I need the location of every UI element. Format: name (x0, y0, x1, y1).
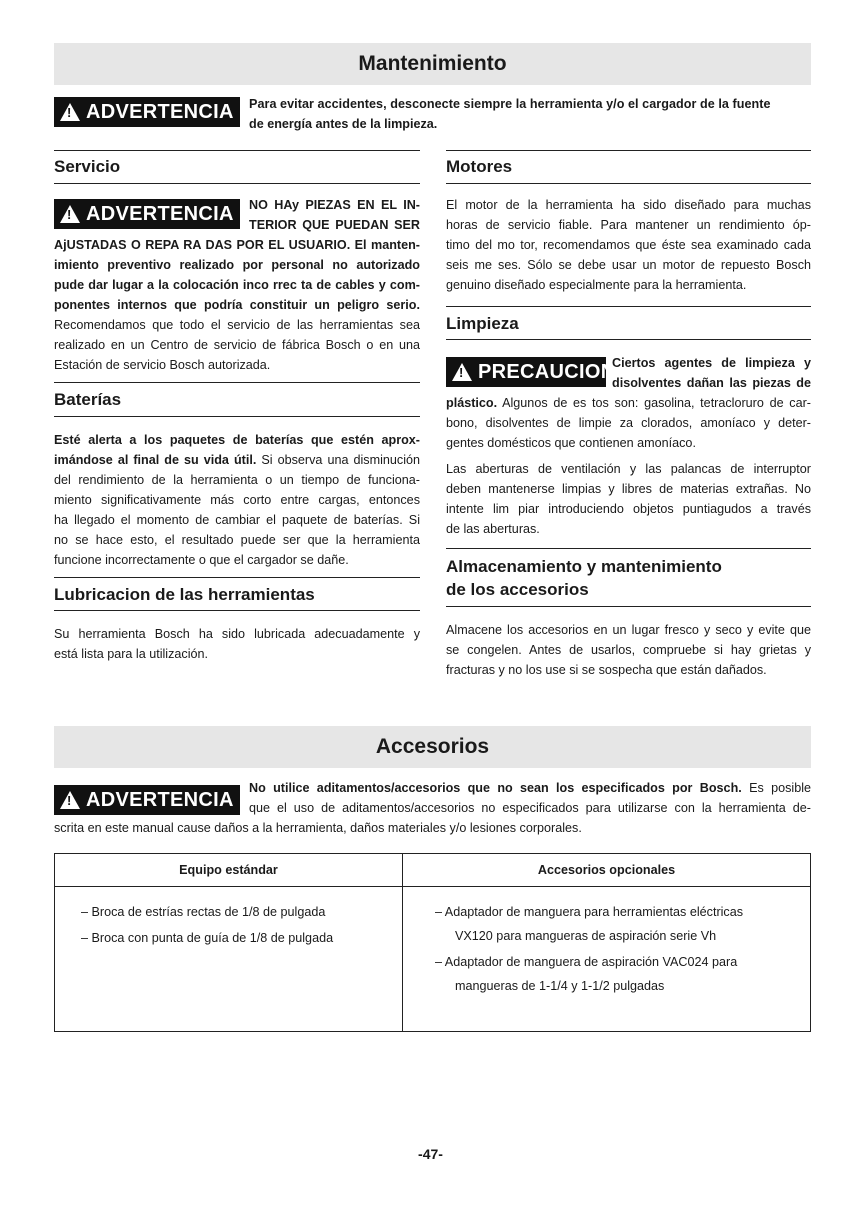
servicio-body-last: Estación de servicio Bosch autorizada. (54, 358, 271, 372)
heading-motores: Motores (446, 157, 513, 176)
heading-limpieza: Limpieza (446, 314, 519, 333)
servicio-body: AjUSTADAS O REPA RA DAS POR EL USUARIO. El manten- imiento preventivo realizado por personal no autorizado pude dar lugar a la colocación inco rrec ta de cables y com- ponentes internos que podría constituir un peligro serio. Recomendamos que todo el servicio de las herramientas sea realizado en un Centro de servicio de fábrica Bosch o en una (54, 238, 420, 352)
table-header-standard: Equipo estándar (55, 854, 403, 887)
baterias-body-last: funcione incorrectamente o que el cargador se dañe. (54, 553, 349, 567)
limpieza-caution-body: plástico. Algunos de es tos son: gasolina, tetracloruro de car- bono, disolventes de limpie za clorados, amoníaco y deter- (446, 396, 811, 430)
warning-badge: ! ADVERTENCIA (54, 97, 240, 127)
limpieza-caution-last: gentes domésticos que contienen amoníaco. (446, 436, 696, 450)
divider (54, 183, 420, 184)
standard-equipment-cell (55, 887, 403, 1032)
divider (54, 610, 420, 611)
almacen-body: Almacene los accesorios en un lugar fresco y seco y evite que se congelen. Antes de usarlos, compruebe si hay grietas y (446, 623, 811, 657)
almacen-body-last: fracturas y no los use si se sospecha que están dañados. (446, 663, 767, 677)
divider (54, 150, 420, 151)
motores-body-last: genuino diseñado especialmente para la herramienta. (446, 278, 747, 292)
accessories-table (54, 853, 811, 1032)
accesorios-warning-text: No utilice aditamentos/accesorios que no sean los especificados por Bosch. Es posible que el uso de aditamentos/accesorios no especificados para utilizarse con la herramienta de- (249, 781, 812, 815)
divider (446, 150, 811, 151)
list-item: – Broca con punta de guía de 1/8 de pulgada (81, 931, 334, 945)
lubricacion-body-last: está lista para la utilización. (54, 647, 209, 661)
divider (54, 382, 420, 383)
divider (446, 306, 811, 307)
page-number: -47- (418, 1146, 443, 1162)
warning-triangle-icon (452, 363, 472, 381)
heading-lubricacion: Lubricacion de las herramientas (54, 585, 315, 604)
list-item: – Broca de estrías rectas de 1/8 de pulgada (81, 905, 326, 919)
list-item: – Adaptador de manguera para herramientas eléctricas (435, 905, 744, 919)
section-title: Accesorios (375, 735, 490, 758)
warning-triangle-icon (60, 205, 80, 223)
section-banner-mantenimiento (54, 43, 811, 85)
divider (446, 339, 811, 340)
limpieza-body-last: de las aberturas. (446, 522, 540, 536)
heading-servicio: Servicio (54, 157, 121, 176)
optional-accessories-cell (403, 887, 811, 1032)
warning-text: Para evitar accidentes, desconecte siempre la herramienta y/o el cargador de la fuente de energía antes de la limpieza. (249, 97, 771, 131)
limpieza-body: Las aberturas de ventilación y las palancas de interruptor deben mantenerse limpias y libres de materias extrañas. No intente lim piar introduciendo objetos puntiagudos a través (446, 462, 811, 516)
section-banner-accesorios (54, 726, 811, 768)
table-header-optional: Accesorios opcionales (403, 854, 811, 887)
divider (54, 416, 420, 417)
warning-badge: ! ADVERTENCIA (54, 785, 240, 815)
list-item-continuation: VX120 para mangueras de aspiración serie Vh (455, 929, 717, 943)
divider (446, 548, 811, 549)
divider (446, 606, 811, 607)
list-item: – Adaptador de manguera de aspiración VAC024 para (435, 955, 738, 969)
divider (446, 183, 811, 184)
baterias-body: Esté alerta a los paquetes de baterías que estén aprox- imándose al final de su vida útil. Si observa una disminución del rendimiento de la herramienta o un tiempo de funciona- miento significativamente más corto entre cargas, entonces ha llegado el momento de cambiar el paquete de baterías. Si no se hace esto, el resultado puede ser que la herramienta (54, 433, 420, 547)
divider (54, 577, 420, 578)
accesorios-warning-last: scrita en este manual cause daños a la herramienta, daños materiales y/o lesiones corporales. (54, 821, 582, 835)
heading-almacenamiento: Almacenamiento y mantenimiento de los accesorios (446, 557, 722, 599)
warning-badge: ! ADVERTENCIA (54, 199, 240, 229)
caution-badge: ! PRECAUCION (446, 357, 606, 387)
warning-triangle-icon (60, 791, 80, 809)
list-item-continuation: mangueras de 1-1/4 y 1-1/2 pulgadas (455, 979, 665, 993)
lubricacion-body: Su herramienta Bosch ha sido lubricada adecuadamente y (54, 627, 420, 641)
warning-triangle-icon (60, 103, 80, 121)
warning-text: NO HAy PIEZAS EN EL IN- TERIOR QUE PUEDAN SER (249, 198, 420, 232)
motores-body: El motor de la herramienta ha sido diseñado para muchas horas de servicio fiable. Para mantener un rendimiento óp- timo del mo tor, recomendamos que éste sea examinado cada seis me ses. Sólo se debe usar un motor de repuesto Bosch (446, 198, 811, 272)
caution-text: Ciertos agentes de limpieza y disolventes dañan las piezas de (612, 356, 811, 390)
heading-baterias: Baterías (54, 390, 122, 409)
section-title: Mantenimiento (358, 52, 507, 75)
